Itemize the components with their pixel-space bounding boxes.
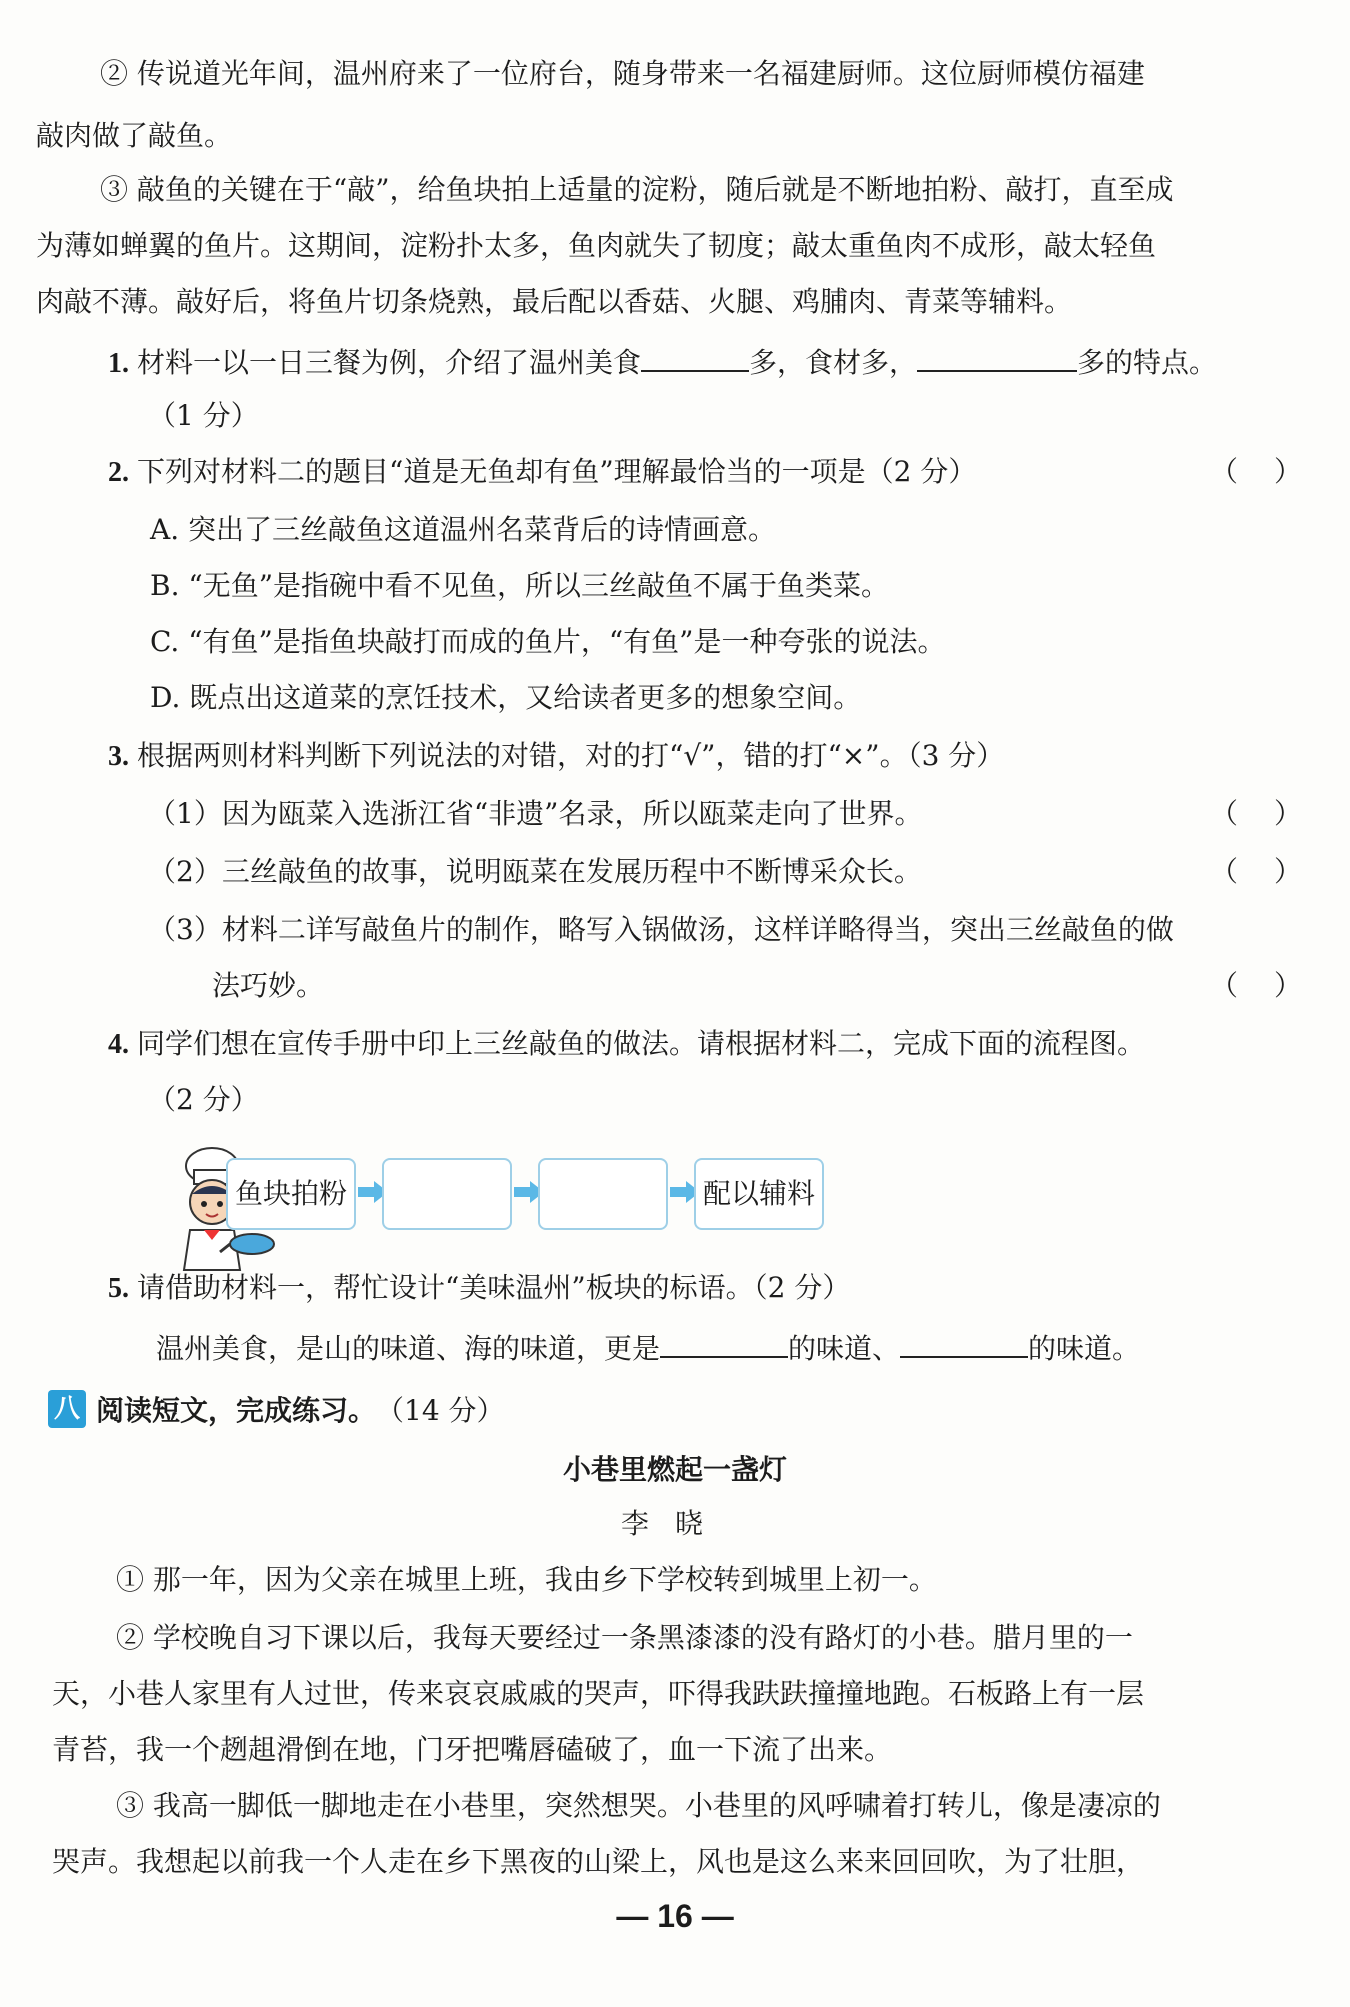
passage-p3-line2: 为薄如蝉翼的鱼片。这期间，淀粉扑太多，鱼肉就失了韧度；敲太重鱼肉不成形，敲太轻鱼 [36,229,1157,262]
option-c: C. “有鱼”是指鱼块敲打而成的鱼片，“有鱼”是一种夸张的说法。 [150,625,946,658]
question-5-answer-line: 温州美食，是山的味道、海的味道，更是 的味道、 的味道。 [0,1326,1350,1369]
question-number: 5. [108,1273,129,1304]
question-1-score: （1 分） [148,399,259,432]
answer-blank[interactable] [660,1326,788,1358]
story-p3-line1: ③ 我高一脚低一脚地走在小巷里，突然想哭。小巷里的风呼啸着打转儿，像是凄凉的 [116,1789,1161,1822]
page-number: — 16 — [616,1898,734,1934]
answer-parentheses[interactable]: （ ） [1210,797,1302,830]
passage-p3-line3: 肉敲不薄。敲好后，将鱼片切条烧熟，最后配以香菇、火腿、鸡脯肉、青菜等辅料。 [36,285,1073,318]
answer-parentheses[interactable]: （ ） [1210,455,1302,488]
answer-parentheses[interactable]: （ ） [1210,969,1302,1002]
passage-p3-line1: ③ 敲鱼的关键在于“敲”，给鱼块拍上适量的淀粉，随后就是不断地拍粉、敲打，直至成 [100,173,1174,206]
story-p2-line1: ② 学校晚自习下课以后，我每天要经过一条黑漆漆的没有路灯的小巷。腊月里的一 [116,1621,1133,1654]
question-4: 4. 同学们想在宣传手册中印上三丝敲鱼的做法。请根据材料二，完成下面的流程图。 [108,1027,1146,1060]
answer-blank[interactable] [641,340,749,372]
flow-step-2-blank[interactable] [382,1158,512,1230]
question-1: 1. 材料一以一日三餐为例，介绍了温州美食 多，食材多， 多的特点。 [0,340,1350,384]
passage-p2-line2: 敲肉做了敲鱼。 [36,119,233,152]
answer-parentheses[interactable]: （ ） [1210,855,1302,888]
question-5: 5. 请借助材料一，帮忙设计“美味温州”板块的标语。（2 分） [108,1271,851,1304]
question-number: 4. [108,1029,129,1060]
passage-author: 李晓 [620,1507,729,1540]
question-number: 1. [108,348,129,379]
answer-blank[interactable] [900,1326,1028,1358]
option-a: A. 突出了三丝敲鱼这道温州名菜背后的诗情画意。 [150,513,777,546]
question-3: 3. 根据两则材料判断下列说法的对错，对的打“√”，错的打“×”。（3 分） [108,739,1005,772]
question-number: 2. [108,457,129,488]
story-p3-line2: 哭声。我想起以前我一个人走在乡下黑夜的山梁上，风也是这么来来回回吹，为了壮胆， [52,1845,1145,1878]
question-3-item-3: （3）材料二详写敲鱼片的制作，略写入锅做汤，这样详略得当，突出三丝敲鱼的做 [148,913,1174,946]
answer-blank[interactable] [917,340,1077,372]
section-number-badge: 八 [48,1390,86,1428]
question-4-score: （2 分） [148,1083,259,1116]
flow-step-1: 鱼块拍粉 [226,1158,356,1230]
question-2: 2. 下列对材料二的题目“道是无鱼却有鱼”理解最恰当的一项是（2 分） （ ） [0,452,1350,493]
question-3-item-1: （1）因为瓯菜入选浙江省“非遗”名录，所以瓯菜走向了世界。 （ ） [0,794,1350,834]
flow-step-4: 配以辅料 [694,1158,824,1230]
question-number: 3. [108,741,129,772]
passage-p2-line1: ② 传说道光年间，温州府来了一位府台，随身带来一名福建厨师。这位厨师模仿福建 [100,57,1145,90]
story-p1: ① 那一年，因为父亲在城里上班，我由乡下学校转到城里上初一。 [116,1563,937,1596]
story-p2-line3: 青苔，我一个趔趄滑倒在地，门牙把嘴唇磕破了，血一下流了出来。 [52,1733,893,1766]
section-heading: 八 阅读短文，完成练习。 （14 分） [48,1388,505,1430]
flow-step-3-blank[interactable] [538,1158,668,1230]
flow-chart [160,1140,1060,1280]
question-3-item-3-cont: 法巧妙。 （ ） [0,966,1350,1006]
passage-title: 小巷里燃起一盏灯 [562,1453,787,1486]
option-d: D. 既点出这道菜的烹饪技术，又给读者更多的想象空间。 [150,681,862,714]
option-b: B. “无鱼”是指碗中看不见鱼，所以三丝敲鱼不属于鱼类菜。 [150,569,890,602]
story-p2-line2: 天，小巷人家里有人过世，传来哀哀戚戚的哭声，吓得我趺趺撞撞地跑。石板路上有一层 [52,1677,1145,1710]
question-3-item-2: （2）三丝敲鱼的故事，说明瓯菜在发展历程中不断博采众长。 （ ） [0,852,1350,892]
